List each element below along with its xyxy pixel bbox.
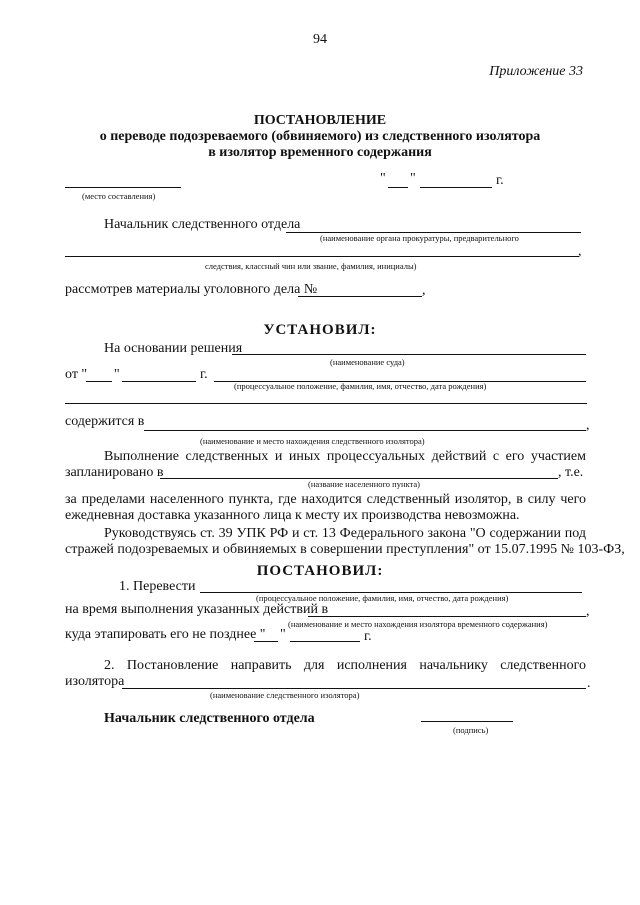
from-day-blank [86,381,112,382]
para1-line2-start: запланировано в [65,465,164,480]
date-year-suffix: г. [496,173,504,188]
held-in-end: , [586,418,590,433]
para1-line1: Выполнение следственных и иных процессуальных действий с его участием [104,449,586,464]
comma-mark: , [578,244,582,259]
item1-stage-year: г. [364,629,372,644]
ivs-blank [308,616,586,617]
sizo-blank [144,430,586,431]
from-label: от " [65,367,88,382]
page-number: 94 [313,32,327,47]
para1-line2-end: , т.е. [558,465,584,480]
title-line-2: о переводе подозреваемого (обвиняемого) из следственного изолятора [99,129,541,144]
from-year: г. [200,367,208,382]
established-heading: УСТАНОВИЛ: [263,322,377,338]
signature-blank [421,721,513,722]
settlement-caption: (название населенного пункта) [308,479,420,489]
title-line-1: ПОСТАНОВЛЕНИЕ [253,113,387,128]
reviewed-text: рассмотрев материалы уголовного дела № [65,282,318,297]
para2-line2: стражей подозреваемых и обвиняемых в совершении преступления" от 15.07.1995 № 103-ФЗ, [65,542,625,557]
item2-line2-end: . [587,676,591,691]
signature-chief-label: Начальник следственного отдела [104,711,315,726]
chief-caption-2: следствия, классный чин или звание, фамилия, инициалы) [205,261,417,271]
item2-word: исполнения [336,658,407,673]
chief-label: Начальник следственного отдела [104,217,301,232]
ivs-caption: (наименование и место нахождения изолятора временного содержания) [288,619,548,629]
court-blank [232,354,586,355]
para1-line4: ежедневная доставка указанного лица к месту их производства невозможна. [65,508,520,523]
reviewed-end: , [422,283,426,298]
from-quote: " [114,367,120,382]
person-caption: (процессуальное положение, фамилия, имя, отчество, дата рождения) [234,381,487,391]
place-caption: (место составления) [82,191,156,201]
stage-day-blank [254,641,278,642]
item2-caption: (наименование следственного изолятора) [210,690,360,700]
place-blank [65,187,181,188]
date-day-blank [388,187,408,188]
held-in-label: содержится в [65,414,145,429]
item2-line1 [104,658,586,674]
item2-word: начальнику [419,658,488,673]
item2-sizo-blank [122,688,586,689]
stage-month-blank [290,641,360,642]
item1-caption: (процессуальное положение, фамилия, имя, отчество, дата рождения) [256,593,509,603]
signature-caption: (подпись) [453,725,489,735]
case-number-blank [298,296,422,297]
chief-blank-2 [65,256,579,257]
item1-time-label: на время выполнения указанных действий в [65,602,329,617]
date-month-blank [420,187,492,188]
date-open-quote: " [380,171,386,186]
item1-stage-label: куда этапировать его не позднее " [65,627,266,642]
item2-word: следственного [500,658,586,673]
title-line-3: в изолятор временного содержания [208,145,432,160]
decision-label: На основании решения [104,341,243,356]
item2-word: Постановление [126,658,219,673]
para1-line3: за пределами населенного пункта, где находится следственный изолятор, в силу чего [65,492,586,507]
date-close-quote: " [410,171,416,186]
item1-time-end: , [586,604,590,619]
item2-word: направить [230,658,292,673]
document-title [0,113,640,161]
item2-line2-label: изолятора [65,674,125,689]
person-blank-2 [65,403,587,404]
sizo-caption: (наименование и место нахождения следственного изолятора) [200,436,425,446]
chief-caption-1: (наименование органа прокуратуры, предварительного [320,233,519,243]
item1-stage-quote: " [280,627,286,642]
item1-label: 1. Перевести [119,579,196,594]
resolved-heading: ПОСТАНОВИЛ: [256,563,384,579]
from-month-blank [122,381,196,382]
para2-line1: Руководствуясь ст. 39 УПК РФ и ст. 13 Федерального закона "О содержании под [104,526,586,541]
appendix-label: Приложение 33 [489,64,583,79]
item2-word: 2. [104,658,115,673]
item2-word: для [303,658,325,673]
court-caption: (наименование суда) [330,357,405,367]
